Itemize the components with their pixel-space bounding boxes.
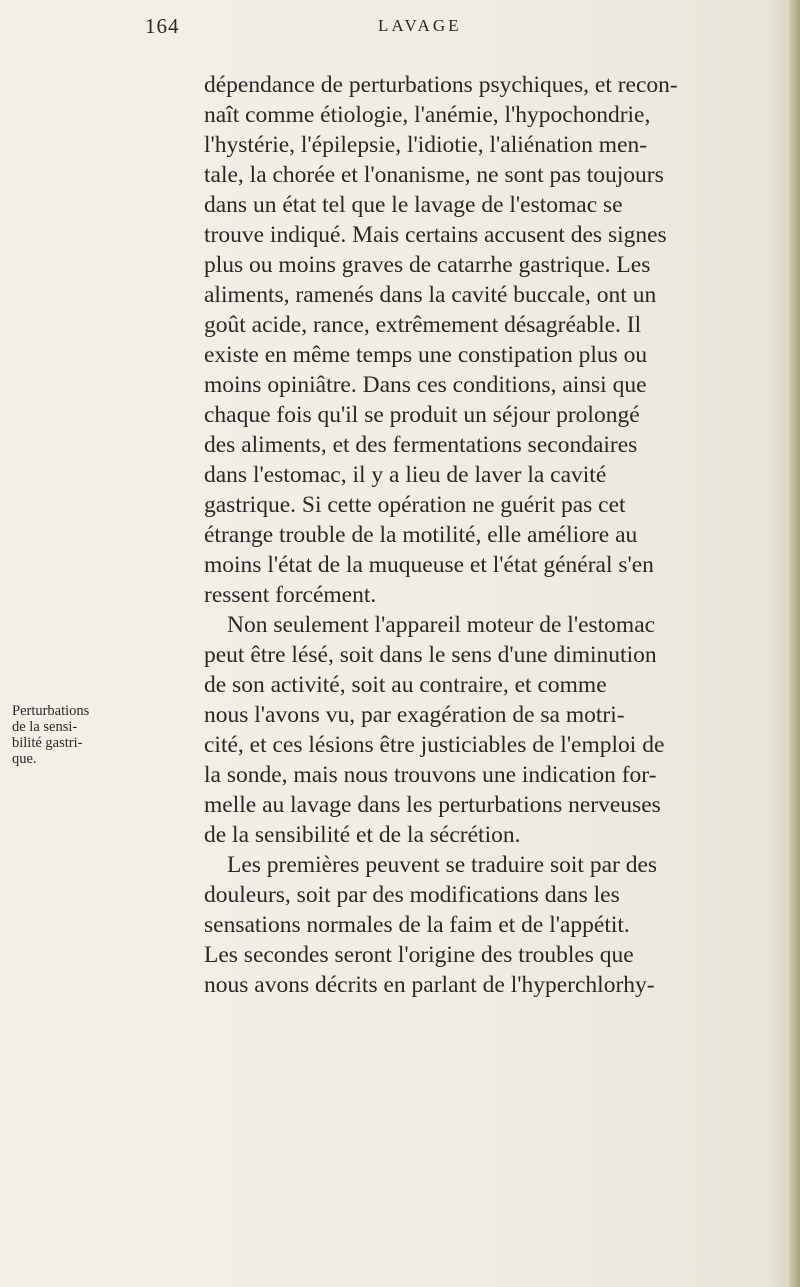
text-line: dans un état tel que le lavage de l'estomac se xyxy=(204,192,623,218)
text-line: aliments, ramenés dans la cavité buccale, ont un xyxy=(204,282,657,308)
margin-note-line: bilité gastri- xyxy=(12,735,83,751)
text-line: ressent forcément. xyxy=(204,582,377,608)
margin-note-line: Perturbations xyxy=(12,703,90,719)
text-line: cité, et ces lésions être justiciables de l'emploi de xyxy=(204,732,665,758)
text-line: nous avons décrits en parlant de l'hyperchlorhy- xyxy=(204,972,655,998)
text-line: Les secondes seront l'origine des troubles que xyxy=(204,942,634,968)
text-line: tale, la chorée et l'onanisme, ne sont pas toujours xyxy=(204,162,664,188)
text-line: douleurs, soit par des modifications dans les xyxy=(204,882,620,908)
text-line: goût acide, rance, extrêmement désagréable. Il xyxy=(204,312,642,338)
text-line: peut être lésé, soit dans le sens d'une diminution xyxy=(204,642,657,668)
page-number: 164 xyxy=(145,14,180,38)
text-line: sensations normales de la faim et de l'appétit. xyxy=(204,912,630,938)
margin-note-line: de la sensi- xyxy=(12,719,78,735)
text-line: Les premières peuvent se traduire soit par des xyxy=(227,852,658,878)
text-line: trouve indiqué. Mais certains accusent des signes xyxy=(204,222,667,248)
text-line: des aliments, et des fermentations secondaires xyxy=(204,432,638,458)
page-edge-shadow xyxy=(786,0,800,1287)
text-line: dépendance de perturbations psychiques, et recon- xyxy=(204,72,678,98)
text-line: de la sensibilité et de la sécrétion. xyxy=(204,822,521,848)
text-line: Non seulement l'appareil moteur de l'estomac xyxy=(227,612,656,638)
text-line: dans l'estomac, il y a lieu de laver la cavité xyxy=(204,462,607,488)
margin-note-line: que. xyxy=(12,751,37,767)
text-line: étrange trouble de la motilité, elle améliore au xyxy=(204,522,638,548)
text-line: de son activité, soit au contraire, et comme xyxy=(204,672,607,698)
text-line: melle au lavage dans les perturbations nerveuses xyxy=(204,792,661,818)
page-header xyxy=(0,14,800,44)
text-line: nous l'avons vu, par exagération de sa motri- xyxy=(204,702,625,728)
text-line: moins l'état de la muqueuse et l'état général s'en xyxy=(204,552,654,578)
text-line: existe en même temps une constipation plus ou xyxy=(204,342,648,368)
text-line: moins opiniâtre. Dans ces conditions, ainsi que xyxy=(204,372,647,398)
running-head: LAVAGE xyxy=(378,16,462,35)
text-line: gastrique. Si cette opération ne guérit pas cet xyxy=(204,492,626,518)
text-line: chaque fois qu'il se produit un séjour prolongé xyxy=(204,402,640,428)
text-line: naît comme étiologie, l'anémie, l'hypochondrie, xyxy=(204,102,651,128)
text-line: la sonde, mais nous trouvons une indication for- xyxy=(204,762,657,788)
text-line: l'hystérie, l'épilepsie, l'idiotie, l'aliénation men- xyxy=(204,132,648,158)
margin-note xyxy=(12,703,98,767)
text-line: plus ou moins graves de catarrhe gastrique. Les xyxy=(204,252,651,278)
